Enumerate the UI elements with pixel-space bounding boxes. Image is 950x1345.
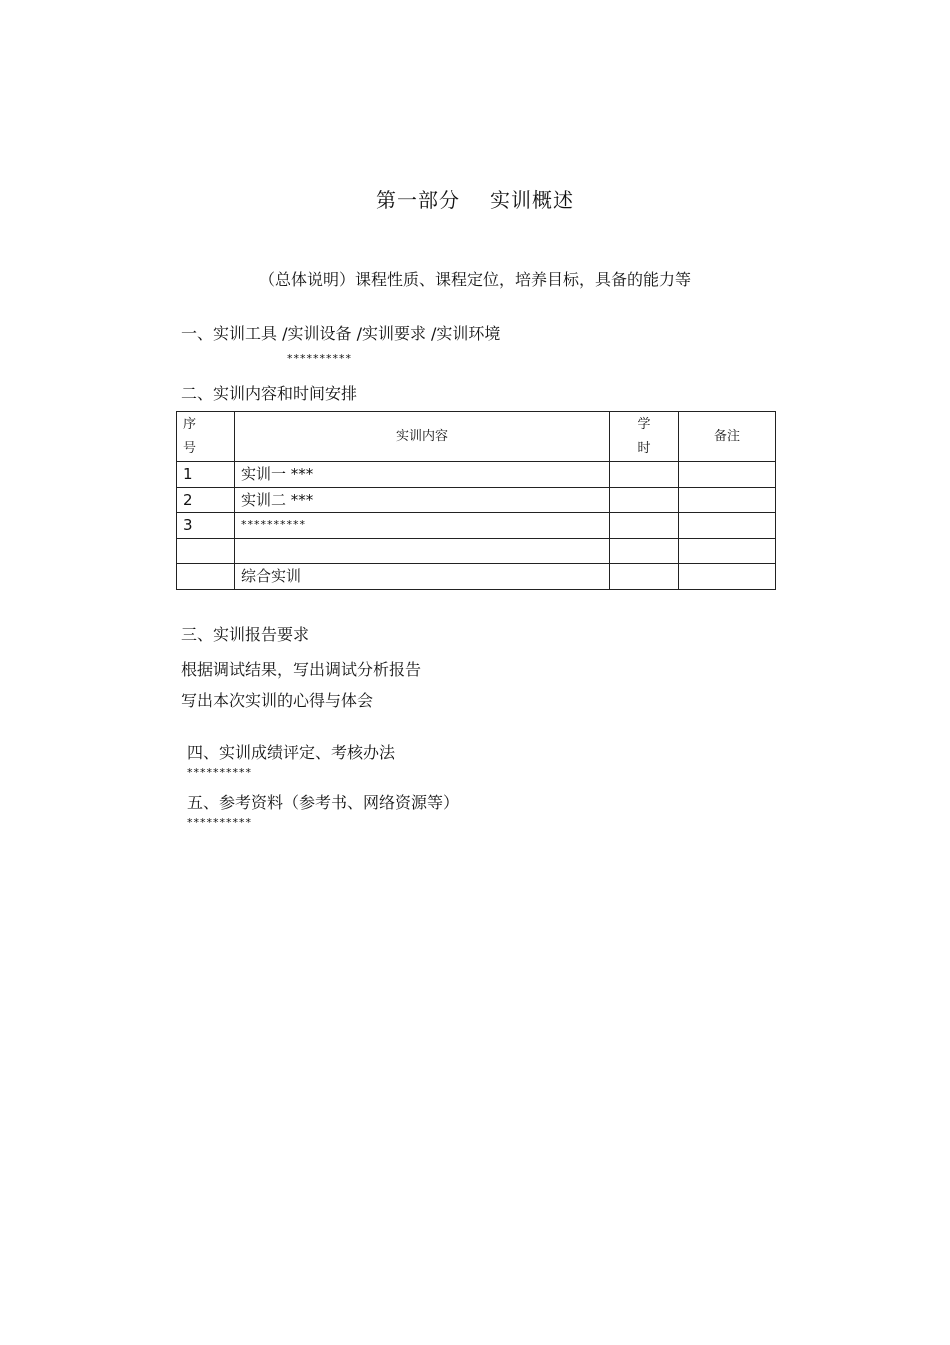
table-row	[177, 564, 776, 590]
section1-placeholder: **********	[287, 352, 352, 365]
row-note	[679, 538, 776, 564]
table-row	[177, 487, 776, 513]
header-note: 备注	[679, 412, 776, 462]
section3-line-1: 根据调试结果，写出调试分析报告	[181, 660, 422, 679]
header-num: 序 号	[177, 412, 235, 462]
title-part: 第一部分	[376, 188, 460, 212]
row-num	[177, 538, 235, 564]
schedule-table	[176, 411, 776, 590]
row-num: 2	[177, 487, 235, 513]
header-content: 实训内容	[235, 412, 610, 462]
page-title	[0, 184, 950, 213]
row-hours	[610, 487, 679, 513]
section1-heading: 一、实训工具 /实训设备 /实训要求 /实训环境	[181, 324, 501, 343]
row-content: **********	[235, 513, 610, 539]
row-content	[235, 538, 610, 564]
row-num: 3	[177, 513, 235, 539]
intro-text: （总体说明）课程性质、课程定位，培养目标，具备的能力等	[258, 270, 691, 289]
section4-heading: 四、实训成绩评定、考核办法	[187, 743, 396, 762]
row-hours	[610, 538, 679, 564]
table-row	[177, 538, 776, 564]
row-content: 综合实训	[235, 564, 610, 590]
table-row	[177, 513, 776, 539]
row-note	[679, 564, 776, 590]
title-name: 实训概述	[490, 188, 574, 212]
row-num	[177, 564, 235, 590]
row-content: 实训二 ***	[235, 487, 610, 513]
row-hours	[610, 564, 679, 590]
table-row	[177, 462, 776, 488]
row-note	[679, 462, 776, 488]
row-note	[679, 513, 776, 539]
row-hours	[610, 513, 679, 539]
section3-line-2: 写出本次实训的心得与体会	[181, 691, 374, 710]
header-hours: 学 时	[610, 412, 679, 462]
table-header-row	[177, 412, 776, 462]
section4-placeholder: **********	[187, 766, 252, 779]
row-content: 实训一 ***	[235, 462, 610, 488]
section2-heading: 二、实训内容和时间安排	[181, 384, 358, 403]
row-hours	[610, 462, 679, 488]
section5-placeholder: **********	[187, 816, 252, 829]
row-note	[679, 487, 776, 513]
section3-heading: 三、实训报告要求	[181, 625, 310, 644]
row-num: 1	[177, 462, 235, 488]
section5-heading: 五、参考资料（参考书、网络资源等）	[187, 793, 460, 812]
